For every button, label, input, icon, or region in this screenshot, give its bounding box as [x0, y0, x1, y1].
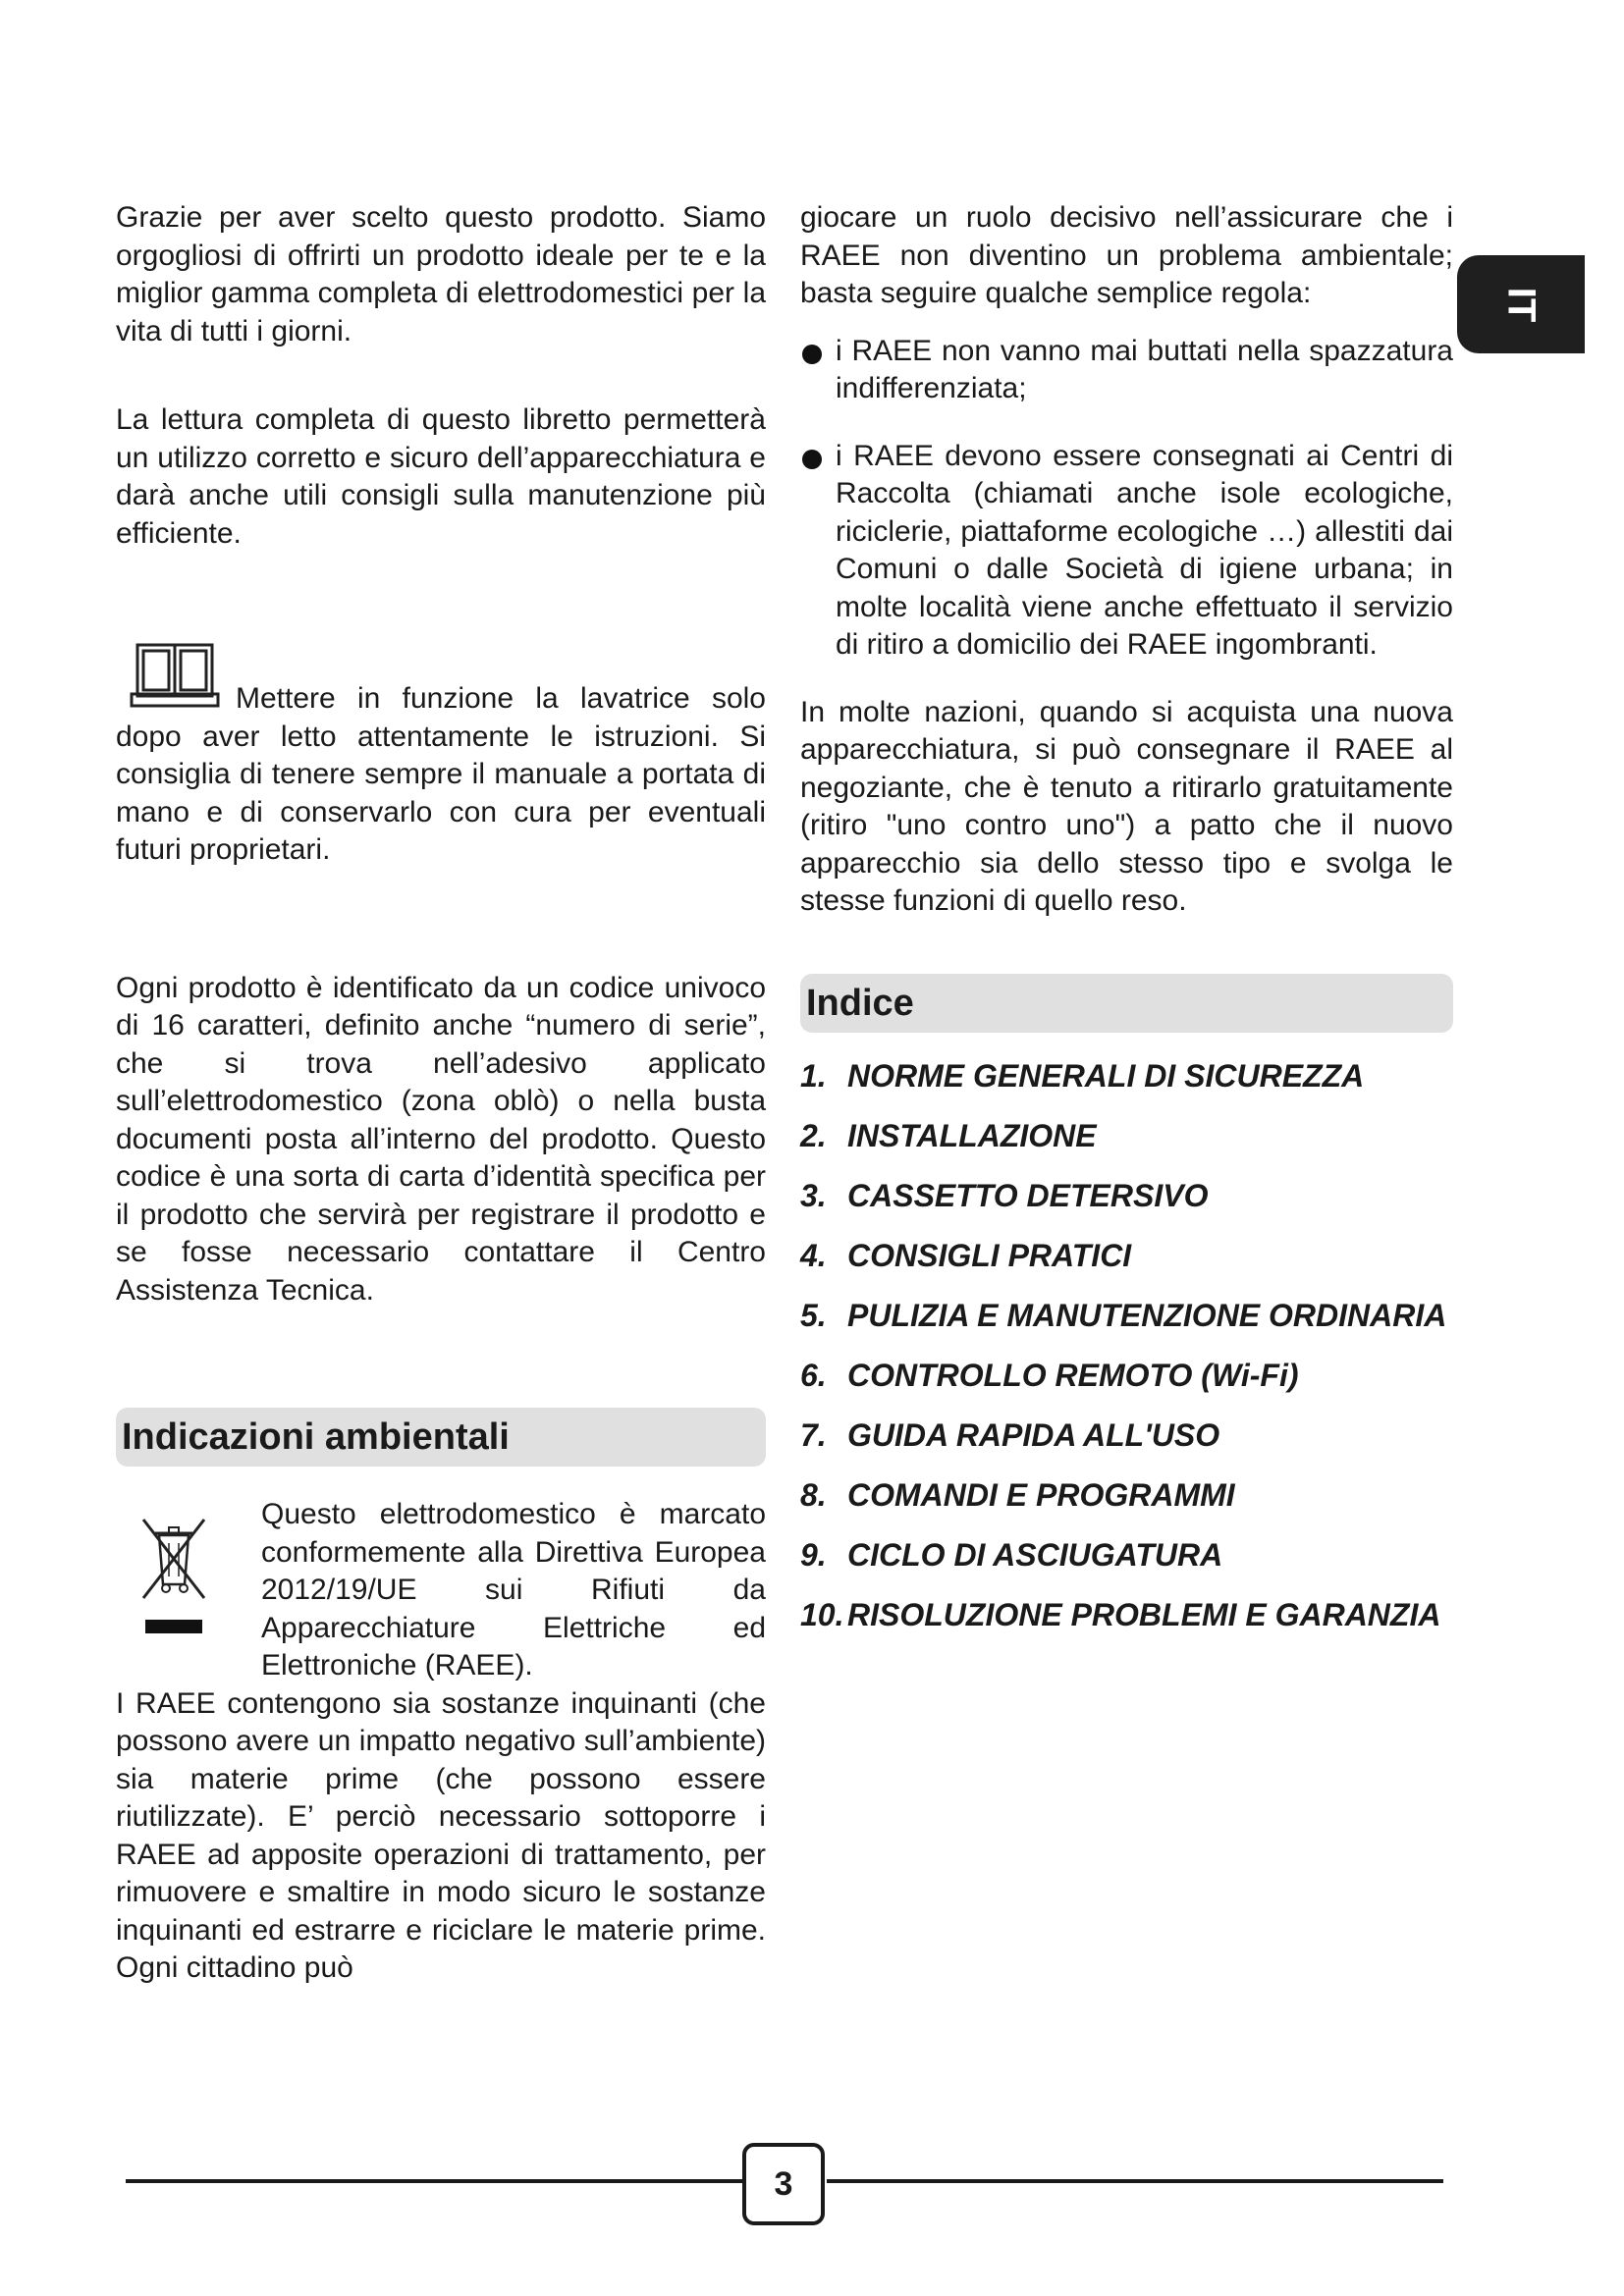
- continued-paragraph: giocare un ruolo decisivo nell’assicurare che i RAEE non diventino un problema ambientale; basta seguire qualche semplice regola:: [800, 201, 1453, 309]
- intro-paragraph-1: Grazie per aver scelto questo prodotto. Siamo orgogliosi di offrirti un prodotto ideale per te e la miglior gamma completa di elettrodomestici per la vita di tutti i giorni.: [116, 201, 766, 347]
- toc-label: CONSIGLI PRATICI: [847, 1237, 1132, 1273]
- intro-paragraph-2: La lettura completa di questo libretto permetterà un utilizzo corretto e sicuro dell’apparecchiatura e darà anche utili consigli sulla manutenzione più efficiente.: [116, 403, 766, 550]
- bullet-icon: [802, 450, 822, 469]
- toc-label: PULIZIA E MANUTENZIONE ORDINARIA: [847, 1297, 1447, 1333]
- footer-rule-right: [827, 2179, 1443, 2183]
- weee-block: [116, 1496, 766, 1685]
- toc-label: COMANDI E PROGRAMMI: [847, 1476, 1235, 1513]
- index-heading: Indice: [800, 974, 1453, 1033]
- toc-number: 5.: [800, 1297, 827, 1333]
- language-tab-label: IT: [1499, 287, 1543, 322]
- toc-number: 1.: [800, 1057, 827, 1094]
- book-icon: [130, 643, 220, 708]
- weee-rules-list: [800, 333, 1453, 665]
- serial-number-paragraph: Ogni prodotto è identificato da un codice univoco di 16 caratteri, definito anche “numero di serie”, che si trova nell’adesivo applicato sull’elettrodomestico (zona oblò) o nella busta documenti posta all’interno del prodotto. Questo codice è una sorta di carta d’identità specifica per il prodotto che servirà per registrare il prodotto e se fosse necessario contattare il Centro Assistenza Tecnica.: [116, 971, 766, 1307]
- take-back-paragraph: In molte nazioni, quando si acquista una nuova apparecchiatura, si può consegnare il RAEE al negoziante, che è tenuto a ritirarlo gratuitamente (ritiro "uno contro uno") a patto che il nuovo apparecchio sia dello stesso tipo e svolga le stesse funzioni di quello reso.: [800, 695, 1453, 917]
- toc-label: CASSETTO DETERSIVO: [847, 1177, 1209, 1213]
- environment-heading: Indicazioni ambientali: [116, 1408, 766, 1467]
- weee-paragraph: I RAEE contengono sia sostanze inquinanti (che possono avere un impatto negativo sull’ambiente) sia materie prime (che possono essere riutilizzate). E’ perciò necessario sottoporre i RAEE ad apposite operazioni di trattamento, per rimuovere e smaltire in modo sicuro le sostanze inquinanti ed estrarre e riciclare le materie prime. Ogni cittadino può: [116, 1686, 766, 1984]
- toc-item[interactable]: [800, 1106, 1453, 1166]
- list-item-text: i RAEE non vanno mai buttati nella spazzatura indifferenziata;: [836, 334, 1453, 404]
- toc-number: 9.: [800, 1536, 827, 1573]
- toc-label: INSTALLAZIONE: [847, 1117, 1097, 1153]
- toc-label: CICLO DI ASCIUGATURA: [847, 1536, 1223, 1573]
- toc-item[interactable]: [800, 1346, 1453, 1406]
- toc-label: CONTROLLO REMOTO (Wi-Fi): [847, 1357, 1299, 1393]
- toc-item[interactable]: [800, 1525, 1453, 1585]
- toc-item[interactable]: [800, 1046, 1453, 1106]
- toc-label: NORME GENERALI DI SICUREZZA: [847, 1057, 1365, 1094]
- toc-item[interactable]: [800, 1406, 1453, 1466]
- toc-number: 7.: [800, 1416, 827, 1453]
- toc-item[interactable]: [800, 1166, 1453, 1226]
- table-of-contents: [800, 1046, 1453, 1645]
- toc-label: RISOLUZIONE PROBLEMI E GARANZIA: [847, 1596, 1441, 1632]
- crossed-bin-icon: [139, 1514, 208, 1639]
- toc-number: 8.: [800, 1476, 827, 1513]
- list-item: [800, 333, 1453, 408]
- toc-item[interactable]: [800, 1226, 1453, 1286]
- footer-rule-left: [126, 2179, 742, 2183]
- weee-text: Questo elettrodomestico è marcato conformemente alla Direttiva Europea 2012/19/UE sui Rifiuti da Apparecchiature Elettriche ed Elettroniche (RAEE).: [261, 1498, 766, 1682]
- toc-item[interactable]: [800, 1585, 1453, 1645]
- toc-item[interactable]: [800, 1466, 1453, 1525]
- language-tab: [1457, 255, 1585, 353]
- manual-note-text: Mettere in funzione la lavatrice solo dopo aver letto attentamente le istruzioni. Si consiglia di tenere sempre il manuale a portata di mano e di conservarlo con cura per eventuali futuri proprietari.: [116, 682, 766, 866]
- page-number: 3: [742, 2143, 825, 2225]
- toc-label: GUIDA RAPIDA ALL'USO: [847, 1416, 1220, 1453]
- bullet-icon: [802, 345, 822, 364]
- manual-note: [116, 643, 766, 870]
- toc-number: 10.: [800, 1596, 844, 1632]
- right-column: [800, 199, 1453, 1645]
- list-item-text: i RAEE devono essere consegnati ai Centri di Raccolta (chiamati anche isole ecologiche, riciclerie, piattaforme ecologiche …) allestiti dai Comuni o dalle Società di igiene urbana; in molte località viene anche effettuato il servizio di ritiro a domicilio dei RAEE ingombranti.: [836, 439, 1453, 661]
- toc-number: 2.: [800, 1117, 827, 1153]
- list-item: [800, 438, 1453, 665]
- toc-number: 4.: [800, 1237, 827, 1273]
- toc-number: 3.: [800, 1177, 827, 1213]
- toc-item[interactable]: [800, 1286, 1453, 1346]
- left-column: [116, 199, 766, 1988]
- toc-number: 6.: [800, 1357, 827, 1393]
